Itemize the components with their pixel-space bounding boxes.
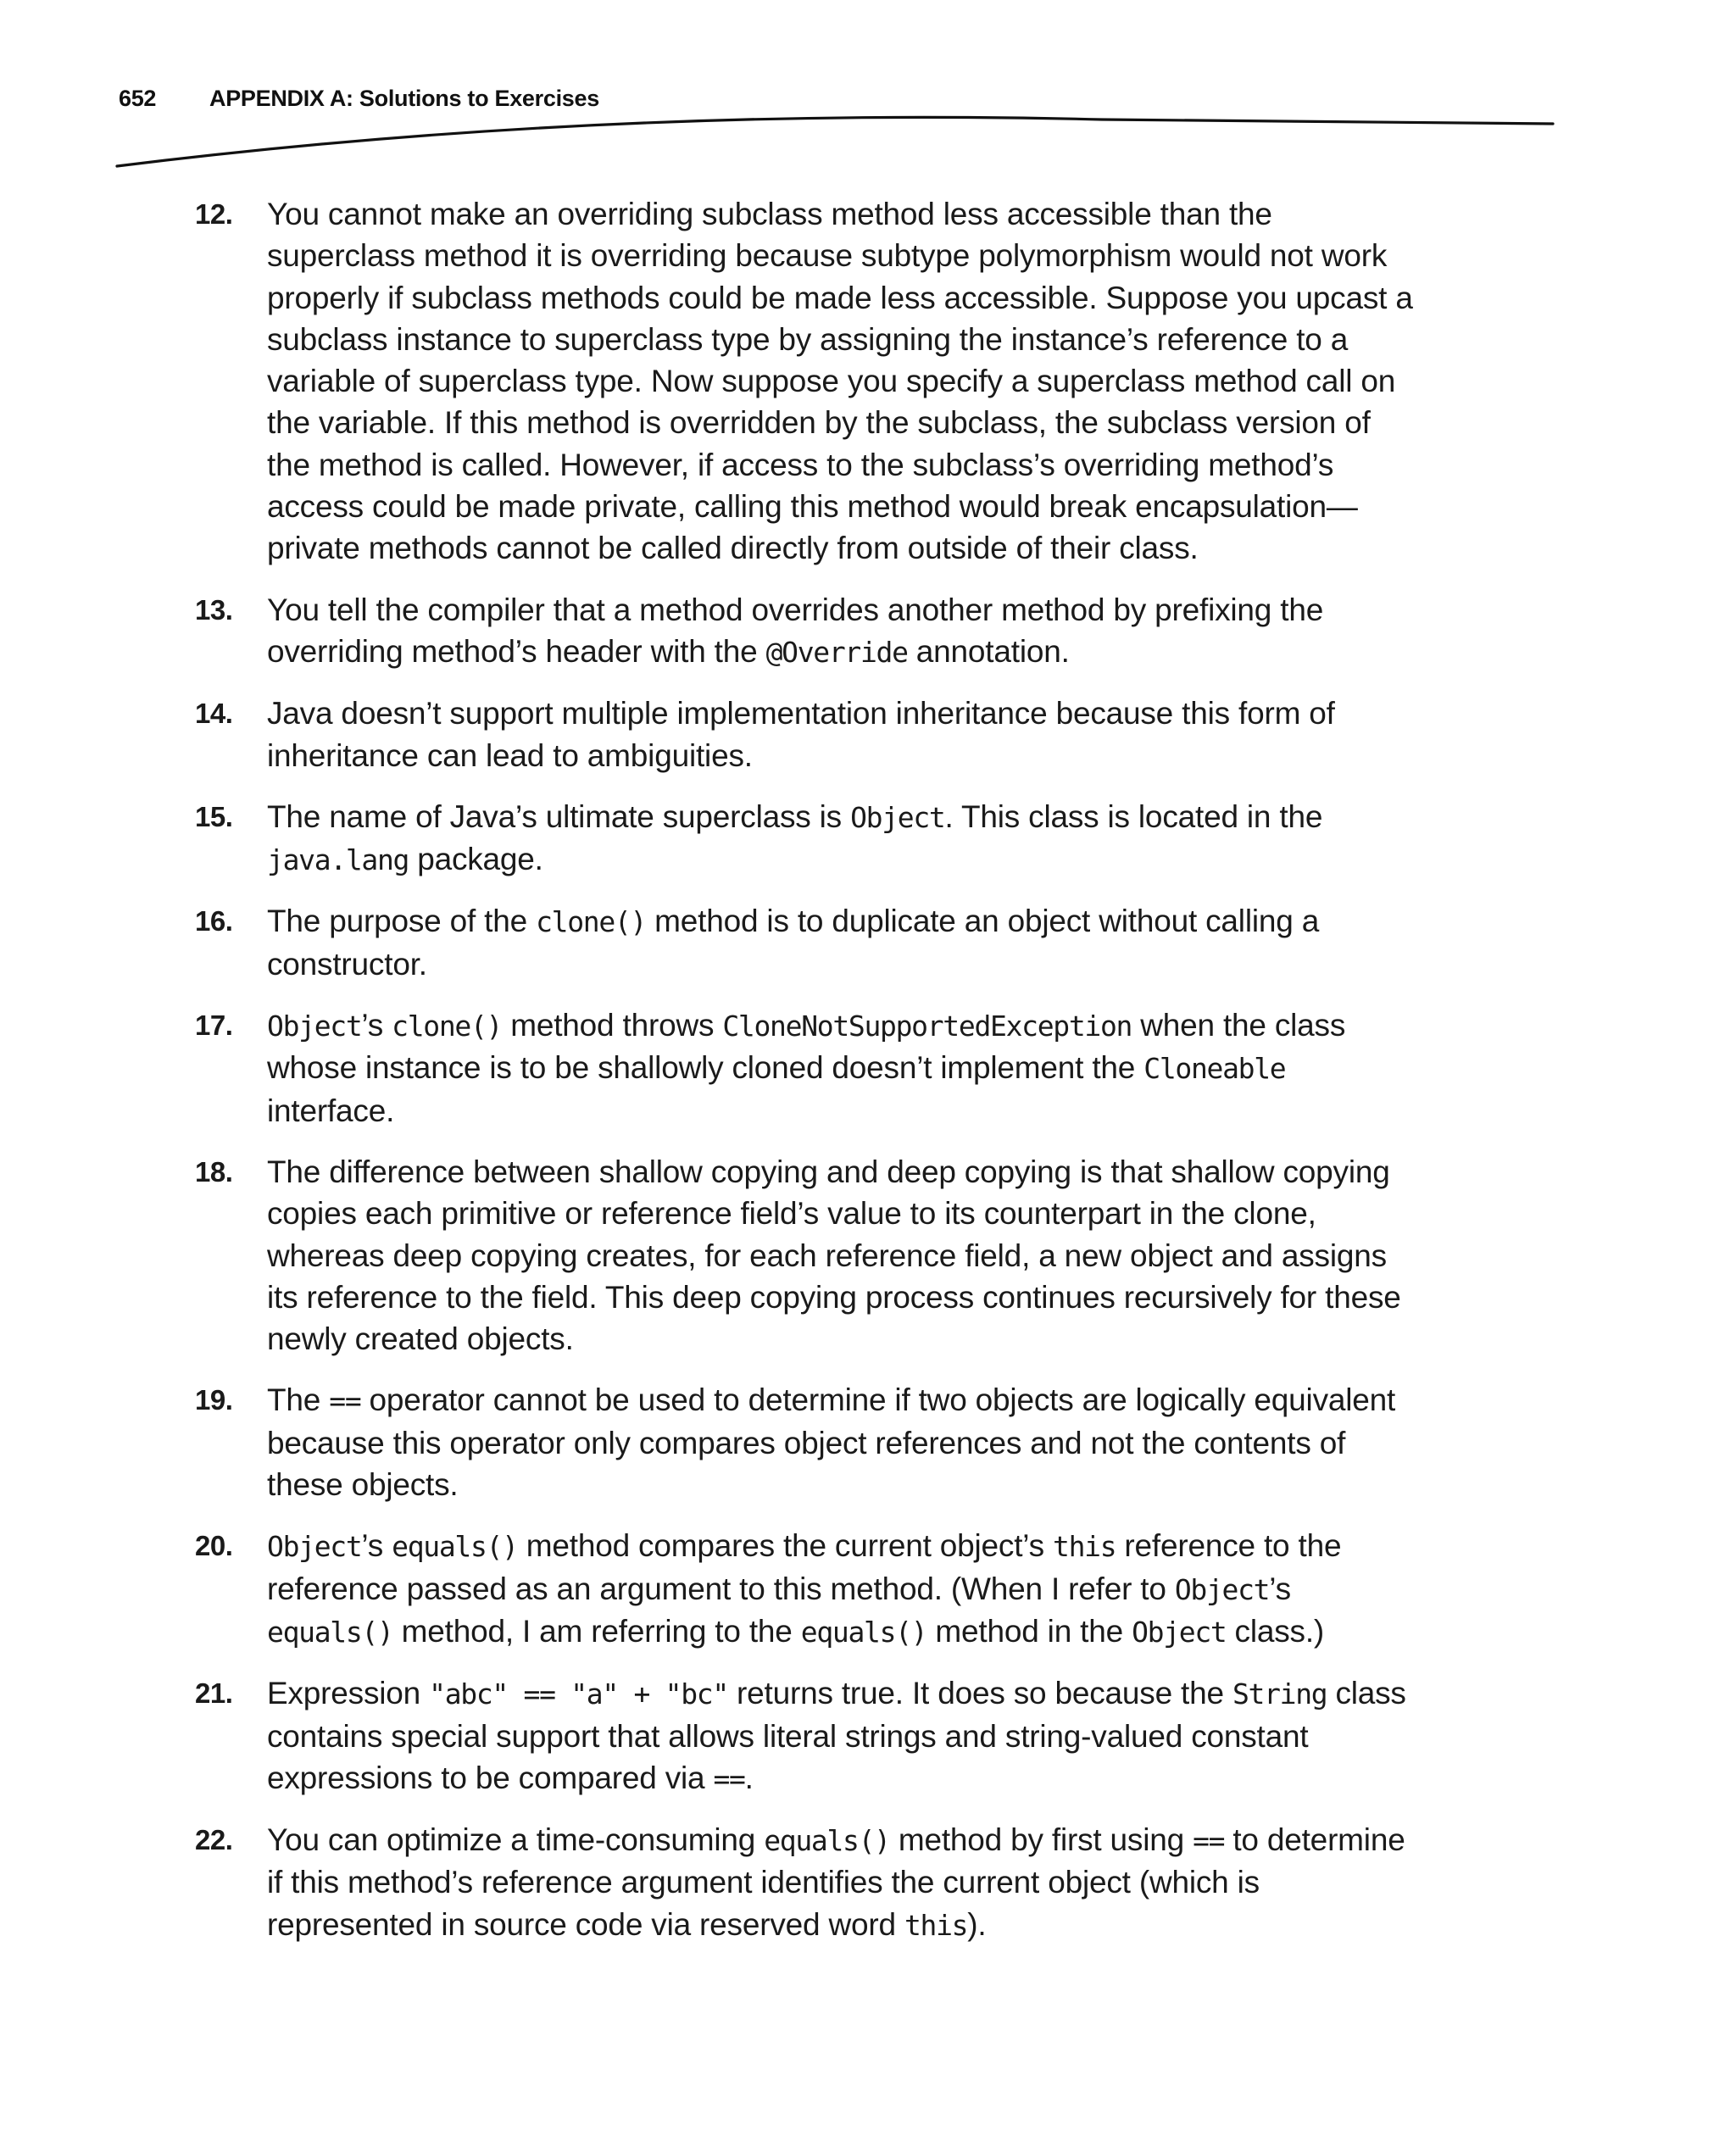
text-run: method by first using [889,1822,1194,1858]
answer-text [267,1525,1416,1653]
inline-code: == [1193,1824,1225,1858]
text-run: method is to duplicate an object without calling a constructor. [267,904,1320,982]
answer-number: 13. [195,593,233,626]
answer-text [267,1004,1416,1132]
answer-number: 14. [195,698,233,730]
answer-number: 21. [195,1677,233,1710]
answer-item [195,193,1416,570]
answer-text [267,589,1416,674]
inline-code: @Override [765,635,908,669]
text-run: method throws [502,1008,723,1043]
answer-number: 20. [195,1530,233,1562]
inline-code: Object [1174,1572,1270,1606]
text-run: ). [967,1906,987,1942]
answer-item [195,1379,1416,1505]
answer-number: 12. [195,198,233,230]
inline-code: clone() [392,1010,503,1043]
text-run: interface. [267,1093,395,1128]
answer-text [267,1819,1416,1946]
text-run: Expression [267,1676,430,1711]
chapter-title: APPENDIX A: Solutions to Exercises [209,85,599,111]
inline-code: Object [1132,1615,1227,1649]
inline-code: equals() [800,1615,927,1649]
inline-code: == [329,1384,361,1418]
answer-item [195,900,1416,985]
inline-code: Object [267,1010,362,1043]
text-run: You can optimize a time-consuming [267,1822,765,1858]
text-run: class contains special support that allows literal strings and string-valued constant expressions to be compared via [267,1676,1406,1795]
answer-list [195,193,1416,1966]
inline-code: equals() [764,1824,890,1858]
running-head [119,81,599,115]
text-run: You cannot make an overriding subclass method less accessible than the superclass method it is overriding because subtype polymorphism would not work properly if subclass methods could be made less accessible. Suppose you upcast a subclass instance to superclass type by assigning the instance’s reference to a variable of superclass type. Now suppose you specify a superclass method call on the variable. If this method is overridden by the subclass, the subclass version of the method is called. However, if access to the subclass’s overriding method’s access could be made private, calling this method would break encapsulation—private methods cannot be called directly from outside of their class. [267,197,1413,566]
text-run: . This class is located in the [944,798,1323,834]
answer-number: 15. [195,800,233,832]
text-run: package. [409,842,543,877]
inline-code: equals() [392,1530,518,1564]
inline-code: Cloneable [1143,1052,1286,1086]
answer-item [195,693,1416,776]
inline-code: this [904,1908,968,1942]
answer-text [267,1672,1416,1799]
inline-code: clone() [536,905,647,939]
text-run: annotation. [907,633,1070,669]
answer-text [267,1151,1416,1360]
inline-code: Object [267,1530,362,1564]
answer-text [267,1379,1416,1505]
text-run: The [267,1382,330,1418]
inline-code: Object [850,800,945,834]
answer-number: 17. [195,1010,233,1042]
inline-code: "abc" == "a" + "bc" [429,1677,728,1711]
answer-item [195,1672,1416,1799]
text-run: operator cannot be used to determine if two objects are logically equivalent because this operator only compares object references and not the contents of these objects. [267,1382,1396,1503]
answer-item [195,589,1416,674]
text-run: when the class whose instance is to be shallowly cloned doesn’t implement the [267,1008,1346,1086]
text-run: Java doesn’t support multiple implementation inheritance because this form of inheritance can lead to ambiguities. [267,696,1335,773]
text-run: You tell the compiler that a method overrides another method by prefixing the overriding method’s header with the [267,592,1324,669]
text-run: method compares the current object’s [517,1528,1054,1564]
text-run: The purpose of the [267,904,537,939]
inline-code: equals() [267,1615,393,1649]
answer-number: 16. [195,905,233,937]
answer-number: 19. [195,1384,233,1416]
answer-text [267,193,1416,570]
text-run: The name of Java’s ultimate superclass is [267,798,851,834]
answer-item [195,796,1416,882]
answer-text [267,900,1416,985]
text-run: method, I am referring to the [392,1613,801,1649]
answer-number: 22. [195,1824,233,1856]
text-run: returns true. It does so because the [727,1676,1232,1711]
text-run: to determine if this method’s reference argument identifies the current object (which is represented in source code via reserved word [267,1822,1405,1942]
inline-code: String [1232,1677,1327,1711]
answer-number: 18. [195,1155,233,1188]
page-number: 652 [119,85,157,111]
answer-item [195,1819,1416,1946]
text-run: ’s [1269,1571,1291,1606]
text-run: ’s [361,1528,392,1564]
text-run: reference to the reference passed as an argument to this method. (When I refer to [267,1528,1342,1606]
answer-item [195,1004,1416,1132]
text-run: ’s [361,1008,392,1043]
inline-code: java.lang [267,843,409,877]
answer-text [267,693,1416,776]
answer-item [195,1151,1416,1360]
answer-text [267,796,1416,882]
inline-code: == [713,1761,745,1795]
inline-code: this [1053,1530,1116,1564]
text-run: . [744,1760,754,1795]
text-run: method in the [926,1613,1132,1649]
text-run: class.) [1226,1613,1325,1649]
answer-item [195,1525,1416,1653]
text-run: The difference between shallow copying and deep copying is that shallow copying copies each primitive or reference field’s value to its counterpart in the clone, whereas deep copying creates, for each reference field, a new object and assigns its reference to the field. This deep copying process continues recursively for these newly created objects. [267,1154,1401,1357]
inline-code: CloneNotSupportedException [722,1010,1132,1043]
